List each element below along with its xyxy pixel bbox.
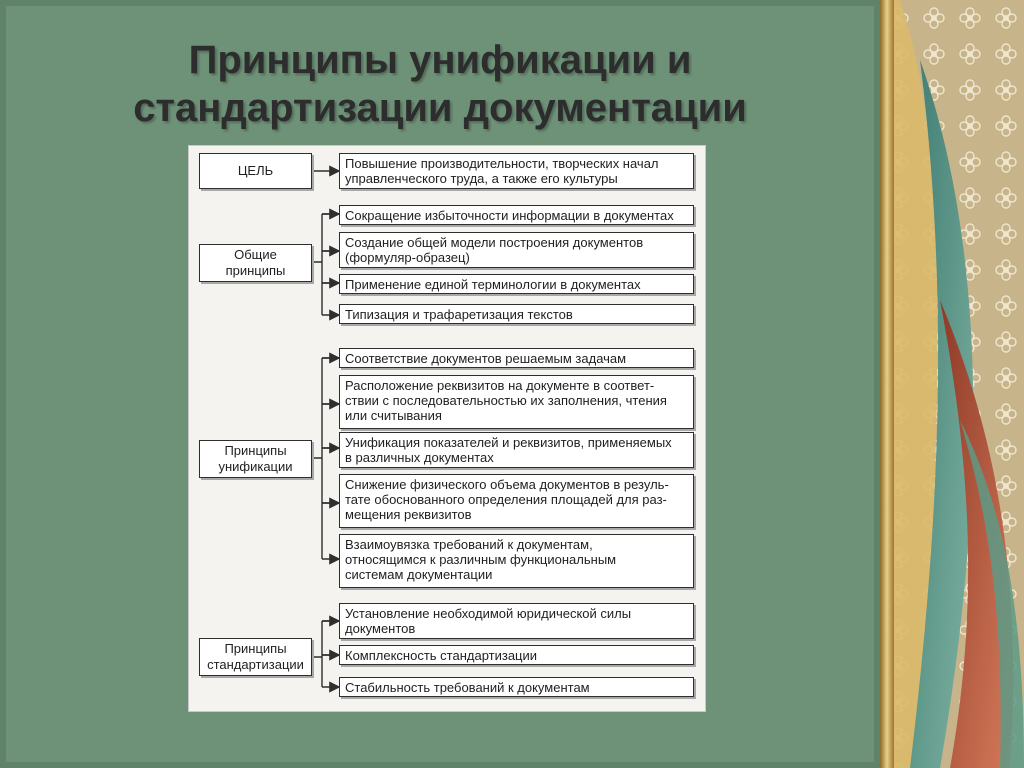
item-text-line: Соответствие документов решаемым задачам (345, 351, 627, 366)
item-text-line: Применение единой терминологии в документах (345, 277, 641, 292)
general-principles-label-box (199, 244, 312, 282)
item-text-line: Сокращение избыточности информации в документах (345, 208, 674, 223)
standardization-item-1 (339, 603, 694, 639)
item-text-line: мещения реквизитов (345, 507, 472, 522)
item-text-line: Комплексность стандартизации (345, 648, 538, 663)
item-text-line: управленческого труда, а также его культуры (345, 171, 618, 186)
standardization-label-line-2: стандартизации (207, 657, 304, 672)
goal-item (339, 153, 694, 189)
item-text-line: (формуляр-образец) (345, 250, 470, 265)
slide-title-line-1: Принципы унификации и (188, 38, 692, 82)
unification-item-4 (339, 474, 694, 528)
item-text-line: ствии с последовательностью их заполнения, чтения (345, 393, 667, 408)
standardization-principles-label-box (199, 638, 312, 676)
item-text-line: Взаимоувязка требований к документам, (345, 537, 593, 552)
unification-item-3 (339, 432, 694, 468)
standardization-bracket (312, 621, 339, 687)
item-text-line: Снижение физического объема документов в резуль- (345, 477, 669, 492)
unification-bracket (312, 358, 339, 559)
item-text-line: Типизация и трафаретизация текстов (345, 307, 573, 322)
standardization-label-line-1: Принципы (224, 641, 287, 656)
item-text-line: Установление необходимой юридической силы (345, 606, 632, 621)
item-text-line: Расположение реквизитов на документе в соответ- (345, 378, 655, 393)
item-text-line: системам документации (345, 567, 493, 582)
item-text-line: Стабильность требований к документам (345, 680, 590, 695)
principles-diagram (188, 145, 706, 712)
general-item-3 (339, 274, 694, 294)
unification-principles-label-box (199, 440, 312, 478)
slide-title-line-2: стандартизации документации (133, 86, 747, 130)
item-text-line: тате обоснованного определения площадей для раз- (345, 492, 667, 507)
item-text-line: Унификация показателей и реквизитов, применяемых (345, 435, 672, 450)
item-text-line: документов (345, 621, 416, 636)
unification-item-5 (339, 534, 694, 588)
item-text-line: в различных документах (345, 450, 494, 465)
item-text-line: относящимся к различным функциональным (345, 552, 617, 567)
unification-label-line-1: Принципы (224, 443, 287, 458)
standardization-item-2 (339, 645, 694, 665)
unification-label-line-2: унификации (218, 459, 293, 474)
item-text-line: Повышение производительности, творческих начал (345, 156, 659, 171)
item-text-line: или считывания (345, 408, 442, 423)
general-label-line-2: принципы (225, 263, 286, 278)
standardization-item-3 (339, 677, 694, 697)
decorative-side-panel (880, 0, 1024, 768)
goal-label-box (199, 153, 312, 189)
general-item-1 (339, 205, 694, 225)
goal-label: ЦЕЛЬ (237, 163, 274, 178)
general-item-4 (339, 304, 694, 324)
item-text-line: Создание общей модели построения документов (345, 235, 644, 250)
unification-item-2 (339, 375, 694, 429)
general-label-line-1: Общие (234, 247, 277, 262)
unification-item-1 (339, 348, 694, 368)
general-bracket (312, 214, 339, 315)
slide-title (0, 36, 880, 132)
general-item-2 (339, 232, 694, 268)
